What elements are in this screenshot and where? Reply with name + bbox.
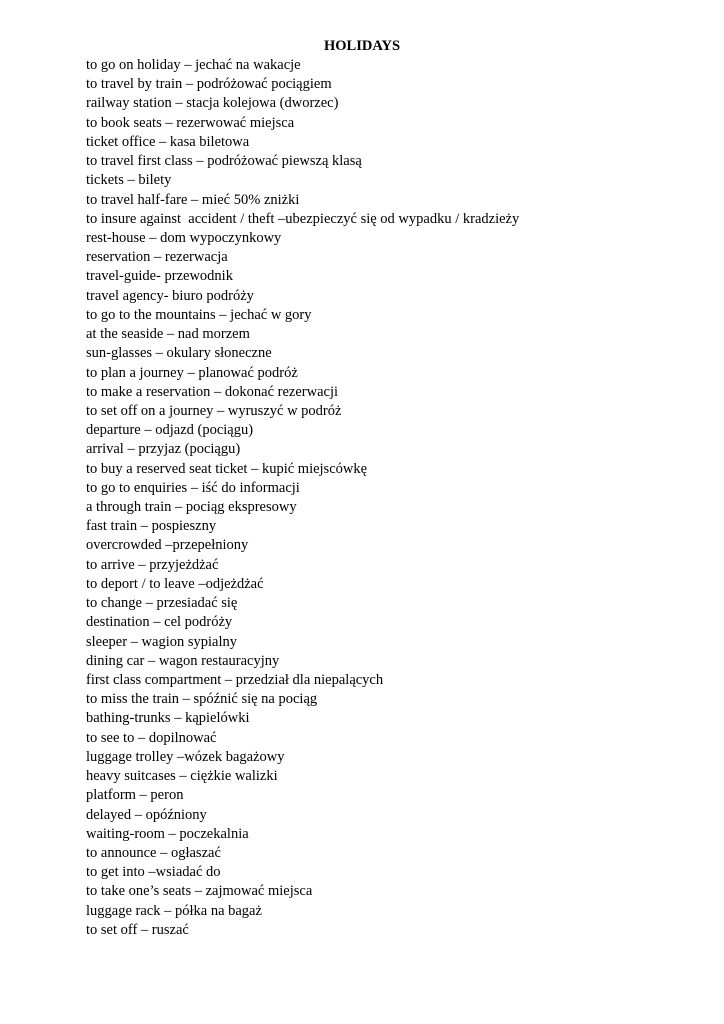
list-item: to set off on a journey – wyruszyć w podróż: [86, 402, 342, 419]
list-item: railway station – stacja kolejowa (dworzec): [86, 95, 339, 112]
list-item: overcrowded –przepełniony: [86, 537, 249, 554]
list-item: first class compartment – przedział dla niepalących: [86, 672, 384, 688]
list-item: to buy a reserved seat ticket – kupić miejscówkę: [86, 460, 368, 477]
list-item: to travel first class – podróżować piewszą klasą: [86, 153, 362, 170]
list-item: luggage rack – półka na bagaż: [86, 902, 262, 919]
list-item: to insure against accident / theft –ubezpieczyć się od wypadku / kradzieży: [86, 210, 520, 227]
list-item: to book seats – rezerwować miejsca: [86, 114, 295, 131]
list-item: to get into –wsiadać do: [86, 864, 221, 881]
list-item: to take one’s seats – zajmować miejsca: [86, 883, 313, 900]
list-item: to change – przesiadać się: [86, 595, 238, 612]
vocabulary-list: [86, 56, 706, 940]
list-item: to arrive – przyjeżdżać: [86, 556, 219, 573]
list-item: at the seaside – nad morzem: [86, 326, 250, 343]
list-item: bathing-trunks – kąpielówki: [86, 710, 250, 727]
list-item: to travel half-fare – mieć 50% zniżki: [86, 191, 300, 208]
list-item: sleeper – wagion sypialny: [86, 633, 238, 650]
list-item: to go on holiday – jechać na wakacje: [86, 57, 301, 73]
page-title: HOLIDAYS: [323, 38, 401, 54]
list-item: to go to the mountains – jechać w gory: [86, 306, 312, 323]
list-item: delayed – opóźniony: [86, 806, 207, 823]
list-item: reservation – rezerwacja: [86, 249, 228, 266]
list-item: to deport / to leave –odjeżdżać: [86, 575, 264, 592]
list-item: fast train – pospieszny: [86, 518, 217, 535]
list-item: platform – peron: [86, 787, 184, 804]
list-item: a through train – pociąg ekspresowy: [86, 499, 297, 516]
list-item: to make a reservation – dokonać rezerwacji: [86, 383, 339, 400]
list-item: heavy suitcases – ciężkie walizki: [86, 768, 278, 785]
list-item: to miss the train – spóźnić się na pociąg: [86, 691, 318, 708]
list-item: luggage trolley –wózek bagażowy: [86, 748, 285, 765]
list-item: travel-guide- przewodnik: [86, 268, 233, 285]
list-item: to travel by train – podróżować pociągiem: [86, 76, 332, 93]
list-item: to announce – ogłaszać: [86, 844, 221, 861]
list-item: to see to – dopilnować: [86, 729, 217, 746]
list-item: to plan a journey – planować podróż: [86, 364, 298, 381]
list-item: to set off – ruszać: [86, 921, 189, 938]
list-item: waiting-room – poczekalnia: [86, 825, 249, 842]
list-item: ticket office – kasa biletowa: [86, 133, 250, 150]
list-item: tickets – bilety: [86, 172, 172, 189]
list-item: sun-glasses – okulary słoneczne: [86, 345, 272, 362]
list-item: rest-house – dom wypoczynkowy: [86, 229, 282, 246]
list-item: travel agency- biuro podróży: [86, 287, 254, 304]
list-item: destination – cel podróży: [86, 614, 233, 631]
list-item: to go to enquiries – iść do informacji: [86, 479, 300, 496]
list-item: departure – odjazd (pociągu): [86, 422, 254, 439]
list-item: dining car – wagon restauracyjny: [86, 652, 280, 669]
list-item: arrival – przyjaz (pociągu): [86, 441, 241, 458]
